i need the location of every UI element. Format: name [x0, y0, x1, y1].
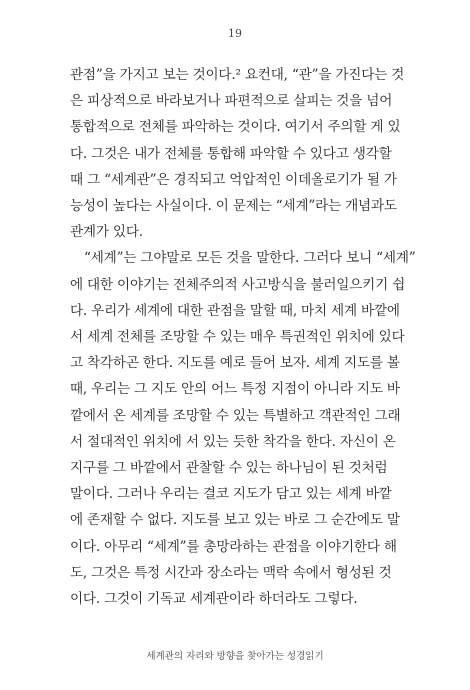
text-line: 다. 우리가 세계에 대한 관점을 말할 때, 마치 세계 바깥에	[70, 302, 400, 319]
text-line: 때 그 “세계관”은 경직되고 억압적인 이데올로기가 될 가	[70, 171, 397, 188]
text-line: 이다. 그것이 기독교 세계관이라 하더라도 그렇다.	[70, 591, 358, 608]
text-line: 은 피상적으로 바라보거나 파편적으로 살피는 것을 넘어	[70, 93, 393, 110]
text-line: 때, 우리는 그 지도 안의 어느 특정 지점이 아니라 지도 바	[70, 381, 400, 398]
paragraph	[70, 62, 404, 245]
text-line: 이다. 아무리 “세계”를 총망라하는 관점을 이야기한다 해	[70, 538, 397, 555]
text-line: 통합적으로 전체를 파악하는 것이다. 여기서 주의할 게 있	[70, 119, 401, 136]
body-text	[70, 62, 416, 612]
text-line: 다. 그것은 내가 전체를 통합해 파악할 수 있다고 생각할	[70, 145, 392, 162]
page-number: 19	[228, 27, 242, 40]
text-line: 말이다. 그러나 우리는 결코 지도가 담고 있는 세계 바깥	[70, 486, 392, 503]
text-line: 고 착각하곤 한다. 지도를 예로 들어 보자. 세계 지도를 볼	[70, 355, 400, 372]
running-footer: 세계관의 자리와 방향을 찾아가는 성경읽기	[146, 651, 324, 662]
text-line: 에 대한 이야기는 전체주의적 사고방식을 불러일으키기 쉽	[70, 276, 406, 293]
text-line: 관계가 있다.	[70, 224, 143, 241]
text-line: 지구를 그 바깥에서 관찰할 수 있는 하나님이 된 것처럼	[70, 460, 388, 477]
text-line: 서 세계 전체를 조망할 수 있는 매우 특권적인 위치에 있다	[70, 329, 405, 346]
paragraph	[70, 245, 416, 612]
text-line: 에 존재할 수 없다. 지도를 보고 있는 바로 그 순간에도 말	[70, 512, 400, 529]
text-line: 능성이 높다는 사실이다. 이 문제는 “세계”라는 개념과도	[70, 198, 397, 215]
text-line: 도, 그것은 특정 시간과 장소라는 맥락 속에서 형성된 것	[70, 564, 392, 581]
text-line: 관점”을 가지고 보는 것이다.² 요컨대, “관”을 가진다는 것	[70, 67, 405, 83]
text-line: “세계”는 그야말로 모든 것을 말한다. 그러다 보니 “세계”	[84, 250, 416, 267]
text-line: 깥에서 온 세계를 조망할 수 있는 특별하고 객관적인 그래	[70, 407, 401, 424]
text-line: 서 절대적인 위치에 서 있는 듯한 착각을 한다. 자신이 온	[70, 433, 396, 450]
